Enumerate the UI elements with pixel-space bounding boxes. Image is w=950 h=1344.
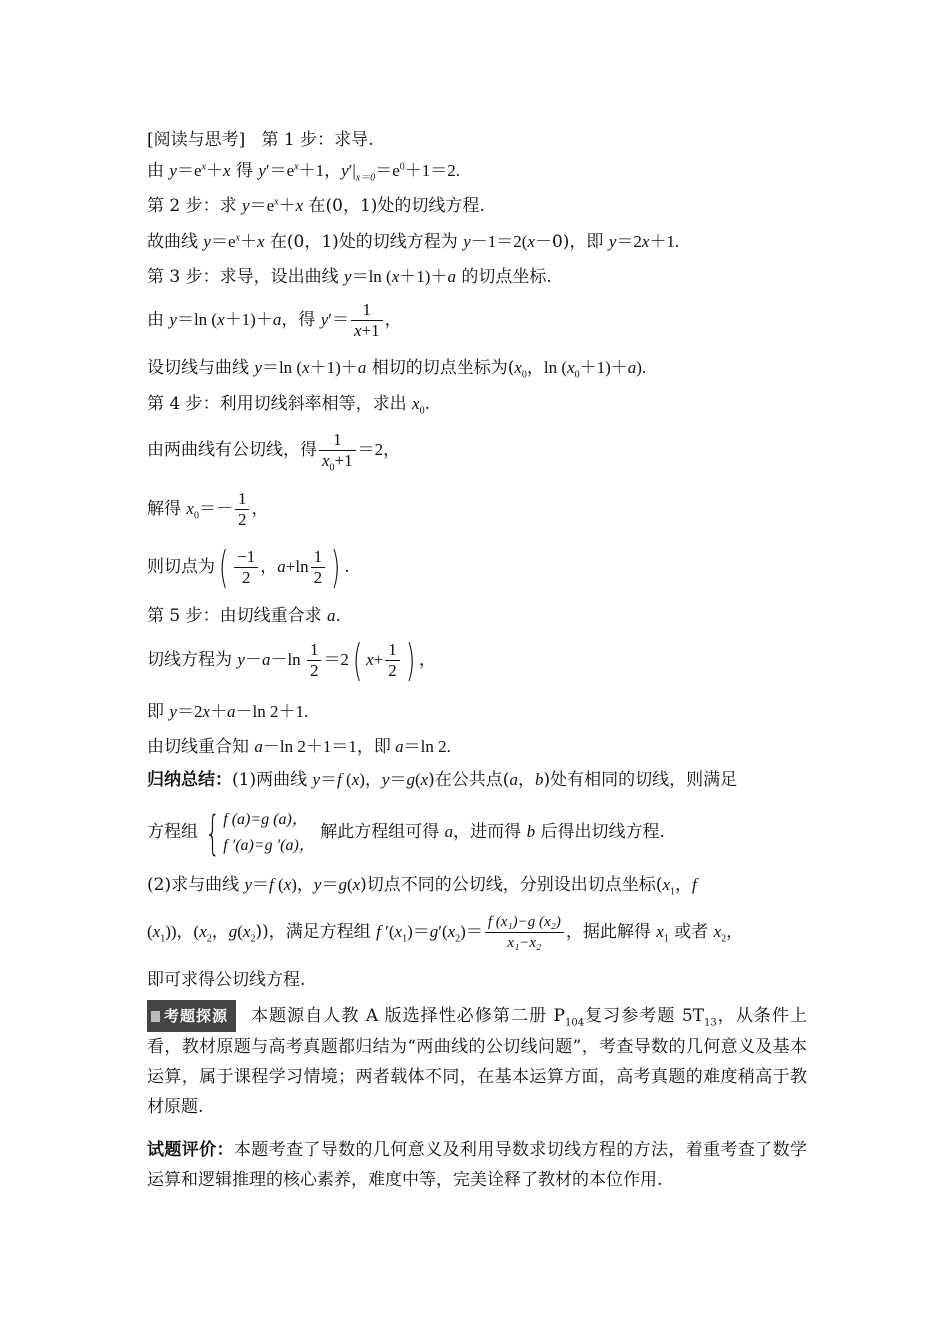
tangent-point-line: 设切线与曲线 y＝ln (x＋1)＋a 相切的切点坐标为($x_0$，$\ln (x_0+1)+a$).: [147, 358, 647, 381]
solve-x0-line: 解得 $x_0=-$ $\frac{1}{2}$ ，: [147, 489, 269, 529]
fraction: $\frac{1}{2}$: [385, 640, 400, 681]
step5-line: 第 5 步：由切线重合求 a.: [147, 606, 341, 626]
summary-line-3: $(x_1)$)，($x_2$，$g(x_2)$)，满足方程组 f $'(x_1)=g'(x_2)=$ $\frac{\text{f (x₁)−g (x₂)}}{\text{x₁−x₂}}$ ，据此解得 $x_1$ 或者 $x_2$，: [147, 914, 744, 951]
tangent-line-1: 故曲线 $y=e^x+x$ 在(0，1)处的切线方程为 y－1＝2(x－0)，即 y＝2x＋1.: [147, 232, 680, 252]
step4-line: 第 4 步：利用切线斜率相等，求出 $x_0$.: [147, 394, 430, 417]
slope-equal-line: 由两曲线有公切线，得 $\frac{1}{x_0+1}$ ＝2，: [147, 430, 401, 474]
fraction: $\frac{1}{2}$: [235, 489, 250, 530]
summary-line-2: (2)求与曲线 y＝f (x)，y＝g(x)切点不同的公切线，分别设出切点坐标($x_1$，f: [147, 875, 697, 898]
fraction: $\frac{-1}{2}$: [234, 547, 258, 588]
fraction: $\frac{\text{f (x₁)−g (x₂)}}{\text{x₁−x₂}}$: [485, 912, 564, 953]
step2-line: 第 2 步：求 $y=e^x+x$ 在(0，1)处的切线方程.: [147, 196, 485, 216]
evaluation-paragraph: 试题评价：本题考查了导数的几何意义及利用导数求切线方程的方法，着重考查了数学运算和逻辑推理的核心素养，难度中等，完美诠释了教材的本位作用.: [147, 1140, 808, 1190]
square-icon: [151, 1011, 160, 1022]
fraction: $\frac{1}{x+1}$: [351, 300, 383, 341]
source-paragraph: 考题探源 本题源自人教 A 版选择性必修第二册 $P_{104}$复习参考题 $5T_{13}$，从条件上看，教材原题与高考真题都归结为“两曲线的公切线问题”，考查导数的几何意义及基本运算，属于课程学习情境；两者载体不同，在基本运算方面，高考真题的难度稍高于教材原题.: [147, 1000, 807, 1122]
fraction: $\frac{1}{2}$: [307, 640, 322, 681]
equation-system: f (a)=g (a)， f ′(a)=g ′(a)，: [223, 810, 315, 854]
tangent-equation-line: 切线方程为 y－a－ln $\frac{1}{2}$ ＝2( x+ $\frac{1}{2}$ ) ，: [147, 634, 436, 686]
summary-line-1: 归纳总结：(1)两曲线 y＝f (x)，y＝g(x)在公共点(a，b)处有相同的切线，则满足: [147, 770, 738, 790]
step3-line: 第 3 步：求导，设出曲线 y＝ln (x＋1)＋a 的切点坐标.: [147, 267, 552, 287]
result-line: 由切线重合知 a－ln 2＋1＝1，即 a＝ln 2.: [147, 737, 451, 757]
derivative-line: 由 $y=e^x+x$ 得 $y'=e^x+1$，$y'|_{x=0}=e^0+1=2$.: [147, 161, 460, 184]
tangent-point-value-line: 则切点为( $\frac{-1}{2}$ ，a+ln $\frac{1}{2}$ ) .: [147, 541, 350, 593]
step1-line: [阅读与思考] 第 1 步：求导.: [147, 130, 374, 150]
simplified-tangent-line: 即 y＝2x＋a－ln 2＋1.: [147, 702, 309, 722]
source-badge: 考题探源: [147, 1000, 236, 1032]
fraction: $\frac{1}{2}$: [311, 547, 326, 588]
derivative-ln-line: 由 y＝ln (x＋1)＋a，得 y′＝ $\frac{1}{x+1}$ ，: [147, 300, 402, 340]
summary-line-4: 即可求得公切线方程.: [147, 970, 306, 990]
fraction: $\frac{1}{x_0+1}$: [319, 430, 356, 471]
summary-system-line: 方程组 { f (a)=g (a)， f ′(a)=g ′(a)， 解此方程组可得 a，进而得 b 后得出切线方程.: [147, 805, 665, 860]
